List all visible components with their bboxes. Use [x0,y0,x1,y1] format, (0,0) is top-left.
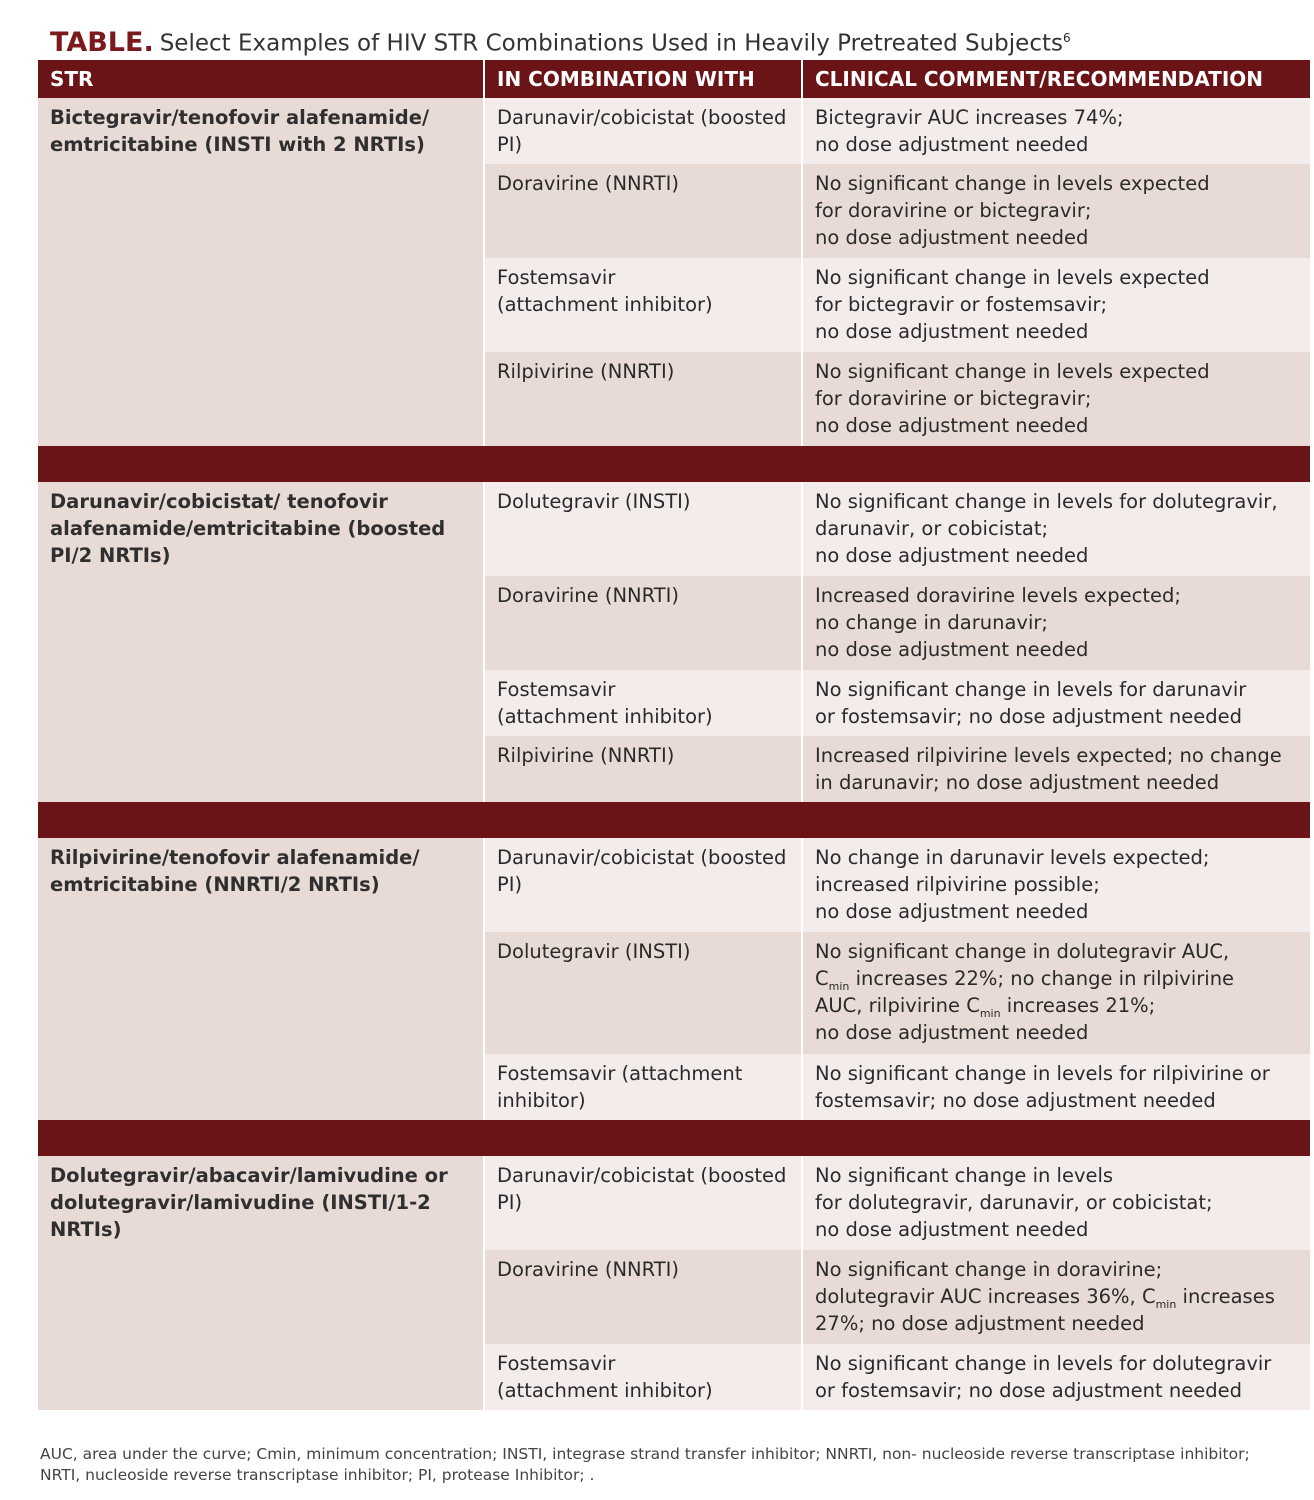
comment-cell: No significant change in levels for rilpivirine or fostemsavir; no dose adjustment needed [802,1054,1310,1120]
header-combination: IN COMBINATION WITH [484,60,802,98]
combination-cell: Darunavir/cobicistat (boosted PI) [484,1156,802,1250]
str-cell: Darunavir/cobicistat/ tenofovir alafenamide/emtricitabine (boosted PI/2 NRTIs) [38,482,484,802]
combination-cell: Darunavir/cobicistat (boosted PI) [484,98,802,164]
combination-cell: Doravirine (NNRTI) [484,576,802,670]
comment-cell: No significant change in levels expected for doravirine or bictegravir; no dose adjustment needed [802,352,1310,446]
comment-cell: Bictegravir AUC increases 74%; no dose adjustment needed [802,98,1310,164]
comment-cell: No significant change in levels for dolutegravir, darunavir, or cobicistat; no dose adjustment needed [802,1156,1310,1250]
combination-cell: Rilpivirine (NNRTI) [484,736,802,802]
group-separator [38,802,1310,838]
combination-cell: Fostemsavir (attachment inhibitor) [484,670,802,736]
table-title-text: Select Examples of HIV STR Combinations Used in Heavily Pretreated Subjects [159,30,1063,57]
str-combinations-table [38,60,1310,1410]
combination-cell: Fostemsavir (attachment inhibitor) [484,1054,802,1120]
comment-cell: Increased rilpivirine levels expected; no change in darunavir; no dose adjustment needed [802,736,1310,802]
footnote: AUC, area under the curve; Cmin, minimum concentration; INSTI, integrase strand transfer inhibitor; NNRTI, non- nucleoside reverse transcriptase inhibitor; NRTI, nucleoside reverse transcriptase inhibitor; PI, protease Inhibitor; . [40,1445,1250,1484]
header-row [38,60,1310,98]
group-separator [38,1120,1310,1156]
comment-cell: Increased doravirine levels expected; no change in darunavir; no dose adjustment needed [802,576,1310,670]
comment-cell: No significant change in levels for dolutegravir, darunavir, or cobicistat; no dose adjustment needed [802,482,1310,576]
comment-cell: No significant change in levels for dolutegravir or fostemsavir; no dose adjustment needed [802,1344,1310,1410]
group-separator [38,446,1310,482]
str-cell: Bictegravir/tenofovir alafenamide/ emtricitabine (INSTI with 2 NRTIs) [38,98,484,446]
reference-superscript: 6 [1062,31,1071,45]
comment-cell: No significant change in dolutegravir AUC, $C_{min}$ increases 22%; no change in rilpivirine AUC, rilpivirine $C_{min}$ increases 21%; no dose adjustment needed [802,932,1310,1054]
comment-cell: No significant change in levels expected for bictegravir or fostemsavir; no dose adjustment needed [802,258,1310,352]
header-str: STR [38,60,484,98]
table-title [50,20,1071,62]
comment-cell: No significant change in levels expected for doravirine or bictegravir; no dose adjustment needed [802,164,1310,258]
combination-cell: Fostemsavir (attachment inhibitor) [484,1344,802,1410]
comment-cell: No significant change in doravirine; dolutegravir AUC increases 36%, $C_{min}$ increases 27%; no dose adjustment needed [802,1250,1310,1344]
combination-cell: Darunavir/cobicistat (boosted PI) [484,838,802,932]
table-label: TABLE. [50,26,154,58]
combination-cell: Doravirine (NNRTI) [484,164,802,258]
str-cell: Dolutegravir/abacavir/lamivudine or dolutegravir/lamivudine (INSTI/1-2 NRTIs) [38,1156,484,1410]
table-row [38,482,1310,576]
comment-cell: No significant change in levels for darunavir or fostemsavir; no dose adjustment needed [802,670,1310,736]
combination-cell: Fostemsavir (attachment inhibitor) [484,258,802,352]
combination-cell: Rilpivirine (NNRTI) [484,352,802,446]
header-comment: CLINICAL COMMENT/RECOMMENDATION [802,60,1310,98]
comment-cell: No change in darunavir levels expected; increased rilpivirine possible; no dose adjustment needed [802,838,1310,932]
str-cell: Rilpivirine/tenofovir alafenamide/ emtricitabine (NNRTI/2 NRTIs) [38,838,484,1120]
combination-cell: Dolutegravir (INSTI) [484,932,802,1054]
table-body [38,98,1310,1410]
combination-cell: Dolutegravir (INSTI) [484,482,802,576]
table-row [38,1156,1310,1250]
combination-cell: Doravirine (NNRTI) [484,1250,802,1344]
table-row [38,838,1310,932]
table-row [38,98,1310,164]
